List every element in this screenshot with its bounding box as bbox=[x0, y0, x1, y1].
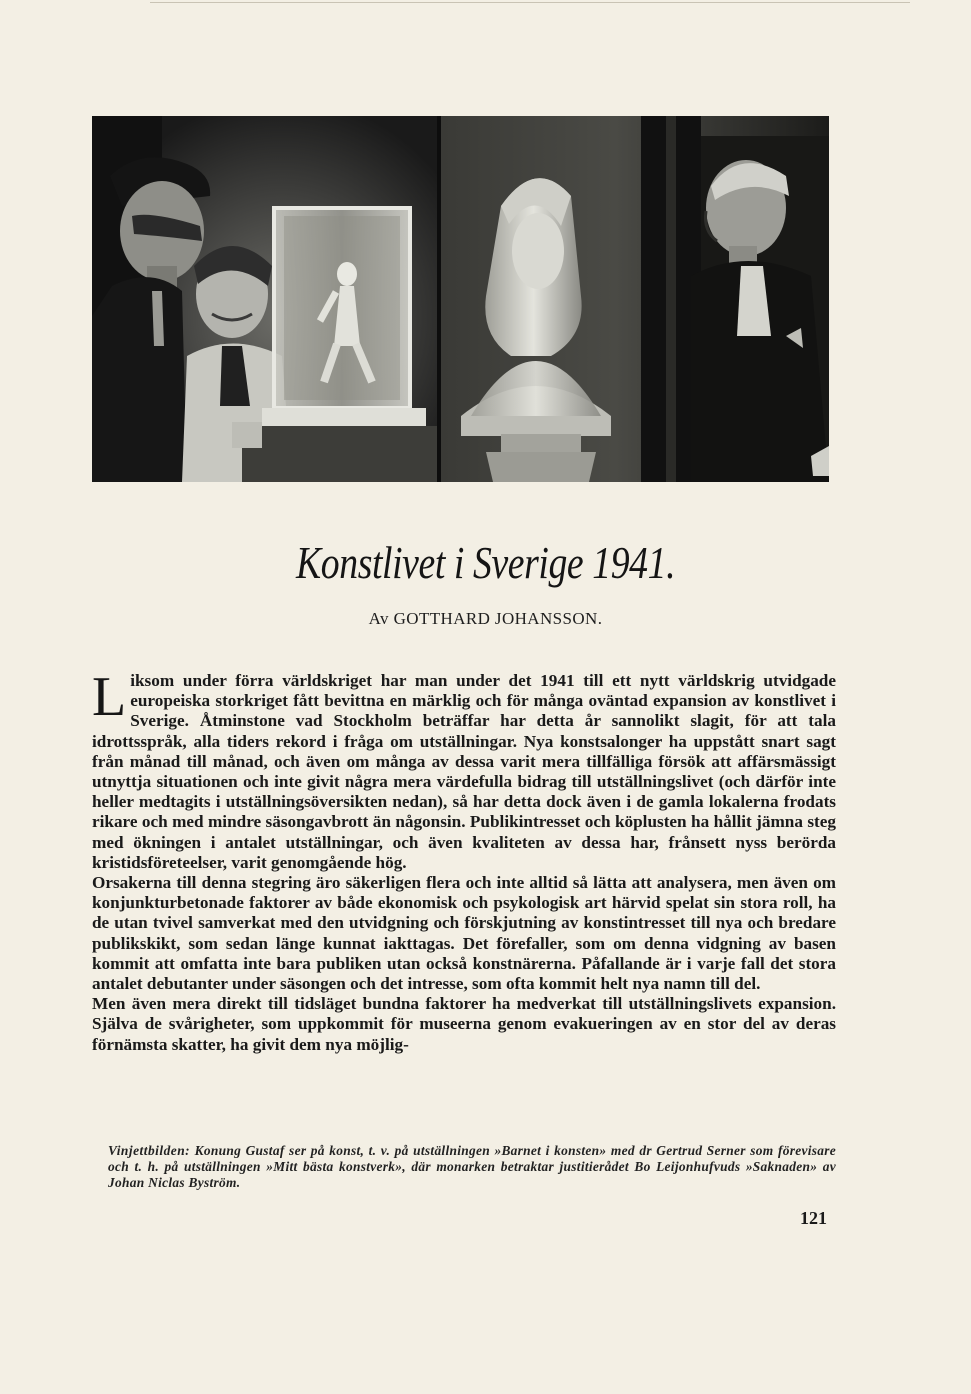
article-title: Konstlivet i Sverige 1941. bbox=[296, 537, 676, 588]
dropcap-letter: L bbox=[92, 666, 127, 728]
caption-label: Vinjettbilden: bbox=[108, 1143, 191, 1158]
photo-left-illustration bbox=[92, 116, 437, 482]
paragraph-3: Men även mera direkt till tidsläget bundna faktorer ha medverkat till utställningslivets expansion. Själva de svårigheter, som uppkommit för museerna genom evakueringen av en stor del av deras förnämsta skatter, ha givit dem nya möjlig- bbox=[92, 994, 836, 1054]
article-body bbox=[92, 666, 836, 1055]
photo-right-illustration bbox=[441, 116, 829, 482]
photo-king-saknaden bbox=[441, 116, 829, 482]
image-caption bbox=[108, 1143, 836, 1191]
paragraph-2: Orsakerna till denna stegring äro säkerligen flera och inte alltid så lätta att analysera, men även om konjunkturbetonade faktorer av både ekonomisk och psykologisk art härvid spelat sin stora roll, ha de utan tvivel samverkat med den utvidgning och förskjutning av konstintresset till nya och bredare publikskikt, som sedan länge kunnat iakttagas. Det förefaller, som om denna vidgning av basen kommit att omfatta inte bara publiken utan också konstnärerna. Påfallande är i varje fall det stora antalet debutanter under säsongen och det intresse, som ofta kommit helt nya namn till del. bbox=[92, 873, 836, 994]
top-edge-rule bbox=[150, 2, 910, 3]
page-number: 121 bbox=[800, 1208, 827, 1228]
caption-text: Konung Gustaf ser på konst, t. v. på utställningen »Barnet i konsten» med dr Gertrud Serner som förevisare och t. h. på utställningen »Mitt bästa konstverk», där monarken betraktar justitierådet Bo Leijonhufvuds »Saknaden» av Johan Niclas Byström. bbox=[108, 1143, 836, 1190]
vignette-photo-strip bbox=[92, 116, 829, 482]
paragraph-1 bbox=[92, 666, 836, 873]
article-byline: Av GOTTHARD JOHANSSON. bbox=[368, 609, 603, 628]
paragraph-1-text: iksom under förra världskriget har man under det 1941 till ett nytt världskrig utvidgade europeiska storkriget fått bevittna en märklig och för många oväntad expansion av konstlivet i Sverige. Åtminstone vad Stockholm beträffar har detta år sannolikt slagit, för att tala idrottsspråk, alla tiders rekord i fråga om utställningar. Nya konstsalonger ha uppstått snart sagt från månad till månad, och även om många av dessa varit mera tillfälliga försök att affärsmässigt utnyttja situationen och inte givit några mera värdefulla bidrag till utställningslivet (och därför inte heller medtagits i utställningsöversikten nedan), så har detta dock även i de gamla lokalerna frodats rikare och med mindre säsongavbrott än någonsin. Publikintresset och köplusten ha hållit jämna steg med ökningen i antalet utställningar, och även kvaliteten av dessa har, frånsett nyss berörda kristidsföreteelser, varit genomgående hög. bbox=[92, 671, 836, 872]
photo-king-barnet-i-konsten bbox=[92, 116, 437, 482]
